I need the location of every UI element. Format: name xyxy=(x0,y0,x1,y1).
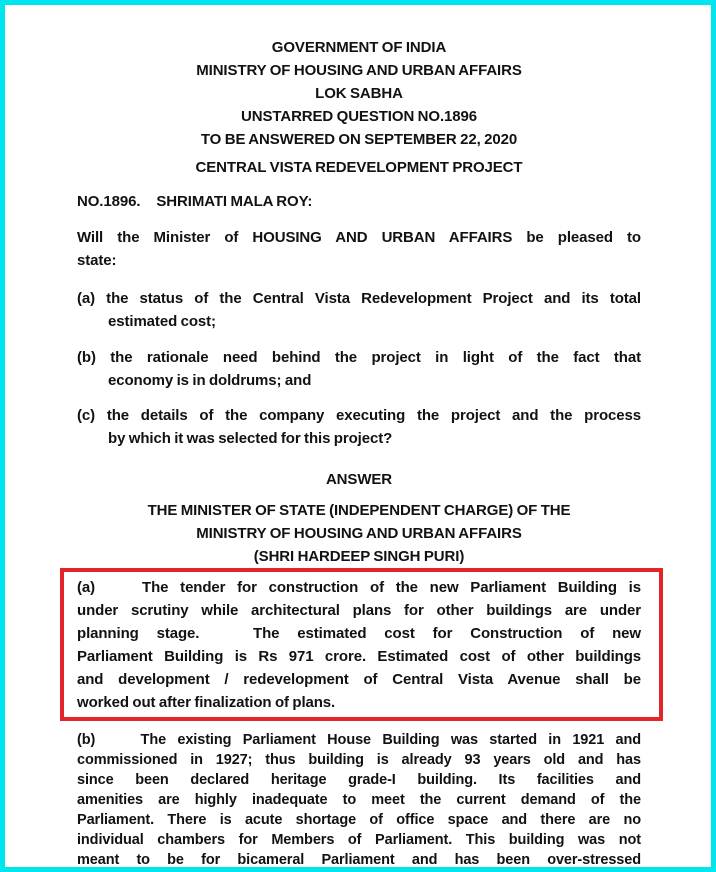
answer-heading: ANSWER xyxy=(325,471,393,488)
question-ref-line xyxy=(77,190,641,213)
answer-part-a-paragraph xyxy=(77,576,641,714)
question-item-b xyxy=(77,346,641,392)
text-line: (b) the rationale need behind the project in light of the fact that xyxy=(77,349,641,366)
question-item-a xyxy=(77,287,641,333)
text-line: individual chambers for Members of Parliament. This building was not xyxy=(77,832,641,848)
text-line: planning stage. The estimated cost for Construction of new xyxy=(77,625,641,642)
text-line: (b) The existing Parliament House Building was started in 1921 and xyxy=(77,732,641,748)
text-line: amenities are highly inadequate to meet the current demand of the xyxy=(77,792,641,808)
answer-part-a-highlight-box xyxy=(60,568,663,721)
text-line: Parliament. There is acute shortage of office space and there are no xyxy=(77,812,641,828)
subject-title: CENTRAL VISTA REDEVELOPMENT PROJECT xyxy=(195,159,523,176)
question-item-c xyxy=(77,404,641,450)
text-line: Parliament Building is Rs 971 crore. Estimated cost of other buildings xyxy=(77,648,641,665)
document-header xyxy=(77,36,641,151)
text-line: (c) the details of the company executing the project and the process xyxy=(77,407,641,424)
question-number: NO.1896. xyxy=(77,193,141,210)
text-line: worked out after finalization of plans. xyxy=(77,694,336,711)
member-name: SHRIMATI MALA ROY: xyxy=(156,193,313,210)
text-line: meant to be for bicameral Parliament and has been over-stressed xyxy=(77,852,641,868)
text-line: (SHRI HARDEEP SINGH PURI) xyxy=(253,548,465,565)
text-line: state: xyxy=(77,252,117,269)
text-line: UNSTARRED QUESTION NO.1896 xyxy=(241,108,477,125)
text-line: economy is in doldrums; and xyxy=(108,372,312,389)
text-line: commissioned in 1927; thus building is already 93 years old and has xyxy=(77,752,641,768)
question-intro xyxy=(77,226,641,272)
text-line: Will the Minister of HOUSING AND URBAN AFFAIRS be pleased to xyxy=(77,229,641,246)
text-line: estimated cost; xyxy=(108,313,216,330)
answer-part-b-paragraph xyxy=(77,730,641,870)
text-line: since been declared heritage grade-I building. Its facilities and xyxy=(77,772,641,788)
text-line: MINISTRY OF HOUSING AND URBAN AFFAIRS xyxy=(196,62,522,79)
text-line: THE MINISTER OF STATE (INDEPENDENT CHARGE) OF THE xyxy=(147,502,571,519)
text-line: and development / redevelopment of Central Vista Avenue shall be xyxy=(77,671,641,688)
text-line: by which it was selected for this project? xyxy=(108,430,393,447)
minister-heading xyxy=(77,499,641,568)
text-line: under scrutiny while architectural plans for other buildings are under xyxy=(77,602,641,619)
text-line: MINISTRY OF HOUSING AND URBAN AFFAIRS xyxy=(196,525,522,542)
text-line: (a) the status of the Central Vista Redevelopment Project and its total xyxy=(77,290,641,307)
text-line: TO BE ANSWERED ON SEPTEMBER 22, 2020 xyxy=(200,131,518,148)
text-line: GOVERNMENT OF INDIA xyxy=(271,39,447,56)
text-line: LOK SABHA xyxy=(315,85,403,102)
text-line: (a) The tender for construction of the new Parliament Building is xyxy=(77,579,641,596)
